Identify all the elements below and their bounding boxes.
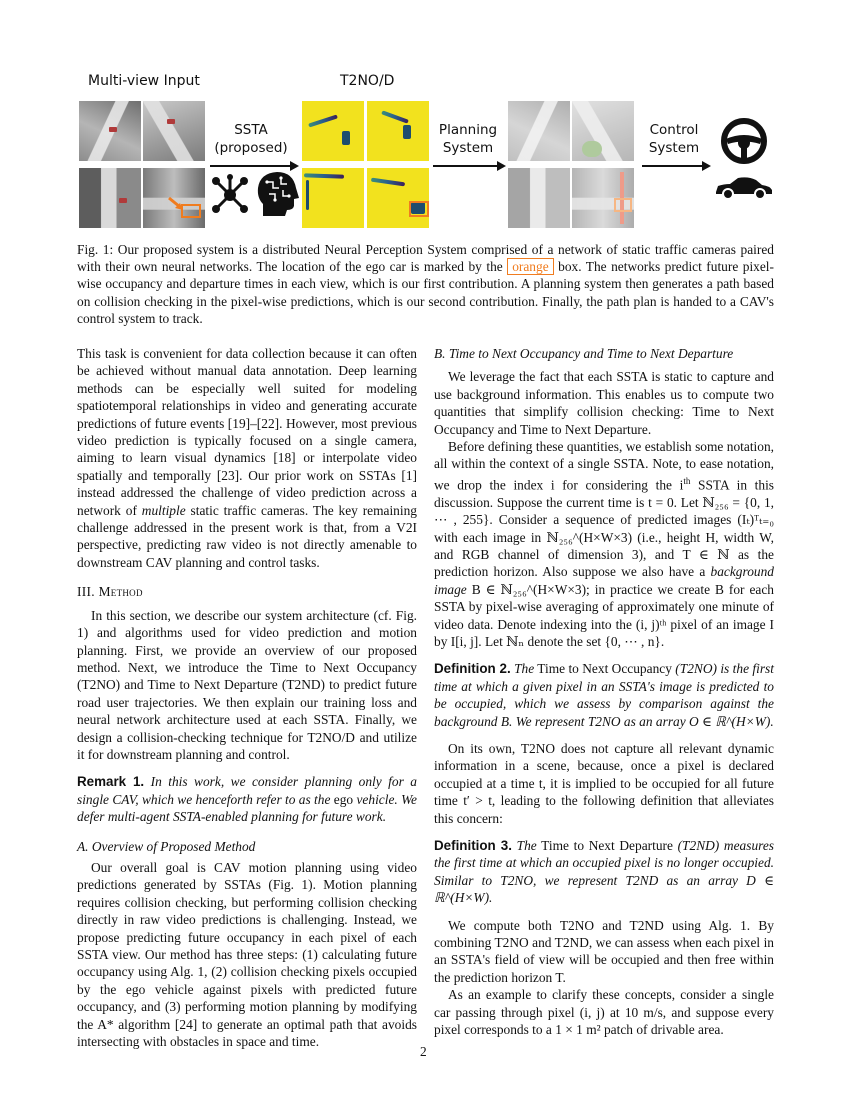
input-view-3	[79, 168, 141, 228]
figure-label-input: Multi-view Input	[88, 73, 200, 89]
planning-label	[432, 121, 504, 157]
ssta-label	[212, 121, 290, 157]
caption-text-suffix: box. The networks predict future pixel-wise occupancy and departure times in each view, which is our first contribution. A planning system then generates a path based on collision checking in the pixel-wise predictions, which is our second contribution. Finally, the path plan is handed to a CAV's control system to track.	[77, 259, 774, 326]
t2no-view-1	[302, 101, 364, 161]
t2no-view-3	[302, 168, 364, 228]
ssta-label-line2: (proposed)	[214, 140, 288, 156]
definition-2	[434, 660, 774, 730]
subsection-heading-a: A. Overview of Proposed Method	[77, 838, 256, 854]
left-paragraph-2: In this section, we describe our system architecture (cf. Fig. 1) and algorithms used for video prediction and motion planning. First, we provide an overview of our proposed method. Next, we introduce the Time to Next Occupancy (T2NO) and Time to Next Departure (T2ND) to predict future road user trajectories. We then explain our training loss and neural network architecture used at each SSTA. Finally, we design a collision-checking technique for T2NO/D and utilize it for downstream planning and control.	[77, 607, 417, 762]
section-heading-method: III. Method	[77, 584, 143, 600]
definition-2-a: The	[514, 661, 535, 677]
left-column	[77, 345, 417, 1050]
network-graph-icon	[208, 173, 252, 217]
right-p2-emphasis: background image	[434, 564, 774, 597]
definition-3-term: Time to Next Departure	[541, 838, 673, 854]
arrow-control	[642, 165, 702, 167]
definition-3-a: The	[516, 838, 537, 854]
right-paragraph-2	[434, 438, 774, 650]
control-label-line1: Control	[649, 122, 699, 138]
definition-2-label: Definition 2.	[434, 661, 511, 677]
page-number: 2	[420, 1044, 427, 1059]
right-p2-c: B ∈ ℕ₂₅₆^(H×W×3); in practice we create B for each SSTA by pixel-wise averaging of approximately one minute of video data. Denote indexing into the (i, j)ᵗʰ pixel of an image I by I[i, j]. Let ℕₙ denote the set {0, ⋯ , n}.	[434, 581, 774, 649]
right-p2-sup: th	[683, 475, 691, 486]
left-paragraph-3: Our overall goal is CAV motion planning using video predictions generated by SSTAs (Fig. 1). Motion planning requires collision checking, but performing collision checking directly in raw video predictions is challenging. Instead, we propose predicting future occupancy in each pixel of each SSTA view. Our method has three steps: (1) calculating future occupancy using Alg. 1, (2) collision checking pixels occupied by the ego vehicle against pixels with predicted future occupancy, and (3) performing motion planning by modifying the A* algorithm [24] to generate an optimal path that avoids intersecting with obstacles in space and time.	[77, 859, 417, 1050]
left-p1-b: static traffic cameras. The key remaining challenge addressed in the present work is that, from a V2I perspective, predicting raw video is not directly amenable to downstream CAV planning and control tasks.	[77, 502, 417, 570]
caption-text-prefix: Fig. 1: Our proposed system is a distributed Neural Perception System comprised of a network of static traffic cameras paired with their own neural networks. The location of the ego car is marked by the	[77, 242, 774, 275]
planning-view-1	[508, 101, 570, 161]
input-view-1	[79, 101, 141, 161]
right-paragraph-5: As an example to clarify these concepts, consider a single car passing through pixel (i, j) at 10 m/s, and suppose every pixel corresponds to a 1 × 1 m² patch of drivable area.	[434, 987, 774, 1038]
definition-2-term: Time to Next Occupancy	[537, 661, 672, 677]
right-p2-a: Before defining these quantities, we establish some notation, all within the context of a single SSTA. Note, to ease notation, we drop the index i for considering the i	[434, 439, 774, 493]
remark-label: Remark 1.	[77, 774, 145, 790]
control-label	[640, 121, 708, 157]
brain-head-icon	[255, 170, 299, 218]
t2no-view-2	[367, 101, 429, 161]
caption-orange-highlight: orange	[507, 258, 553, 275]
right-paragraph-4: We compute both T2NO and T2ND using Alg. 1. By combining T2NO and T2ND, we can assess when each pixel in an SSTA's field of view will be occupied and then free within the prediction horizon T.	[434, 917, 774, 985]
input-view-2	[143, 101, 205, 161]
remark-text-a: In this work, we consider planning only for a single CAV, which we henceforth refer to as the	[77, 774, 417, 807]
left-p1-a: This task is convenient for data collection because it can often be achieved without manual data annotation. Deep learning methods can be especially well suited for modeling spatiotemporal relationships in video and generating accurate predictions of future events [19]–[22]. However, most previous video prediction is typically focused on a single camera, aiming to learn visual dynamics [18] or interpolate video spatially and temporally [23]. Our prior work on SSTAs [1] instead addressed the challenge of video prediction across a network of	[77, 346, 417, 518]
figure-label-t2no: T2NO/D	[340, 73, 395, 89]
right-p2-b: SSTA in this discussion. Suppose the current time is t = 0. Let ℕ₂₅₆ = {0, 1, ⋯ , 255}. Consider a sequence of predicted images (Iₜ)ᵀₜ₌₀ with each image in ℕ₂₅₆^(H×W×3) (i.e., height H, width W, and RGB channel of dimension 3), and T ∈ ℕ as the prediction horizon. Also suppose we also have a	[434, 477, 775, 580]
right-paragraph-1: We leverage the fact that each SSTA is static to capture and use background information. This enables us to compute two quantities that simplify collision checking: Time to Next Occupancy and Time to Next Departure.	[434, 369, 774, 437]
control-label-line2: System	[648, 140, 700, 156]
ssta-label-line1: SSTA	[234, 122, 268, 138]
remark-text-b: vehicle. We defer multi-agent SSTA-enabled planning for future work.	[77, 791, 417, 825]
definition-2-b: (T2NO) is the first time at which a given pixel in an SSTA's image is predicted to be occupied, which we assess by comparison against the background B. We represent T2NO as an array O ∈ ℝ^(H×W).	[434, 661, 774, 729]
car-icon	[714, 174, 774, 200]
subsection-heading-b: B. Time to Next Occupancy and Time to Next Departure	[434, 346, 734, 361]
arrow-planning	[433, 165, 497, 167]
definition-3	[434, 837, 774, 907]
planning-view-3	[508, 168, 570, 228]
steering-wheel-icon	[720, 117, 768, 165]
remark-ego: ego	[333, 791, 354, 807]
right-paragraph-3: On its own, T2NO does not capture all relevant dynamic information in a scene, because, once a pixel is declared occupied at a time t, it is implied to be occupied for all future time t′ > t, leading to the following definition that alleviates this concern:	[434, 741, 774, 826]
arrow-head-control	[702, 161, 711, 171]
figure-caption	[77, 241, 774, 327]
arrow-head-planning	[497, 161, 506, 171]
planning-label-line2: System	[442, 140, 494, 156]
planning-view-4	[572, 168, 634, 228]
arrow-ssta	[210, 165, 290, 167]
definition-3-b: (T2ND) measures the first time at which an occupied pixel is no longer occupied. Similar to T2NO, we represent T2ND as an array D ∈ ℝ^(H×W).	[434, 838, 775, 906]
remark-1	[77, 773, 417, 825]
right-column	[434, 345, 774, 1039]
t2no-view-4	[367, 168, 429, 228]
planning-label-line1: Planning	[438, 122, 498, 138]
planning-view-2	[572, 101, 634, 161]
left-p1-emphasis: multiple	[141, 502, 186, 518]
orange-arrow-icon	[167, 196, 185, 212]
left-paragraph-1	[77, 345, 417, 571]
definition-3-label: Definition 3.	[434, 838, 512, 854]
input-view-4	[143, 168, 205, 228]
